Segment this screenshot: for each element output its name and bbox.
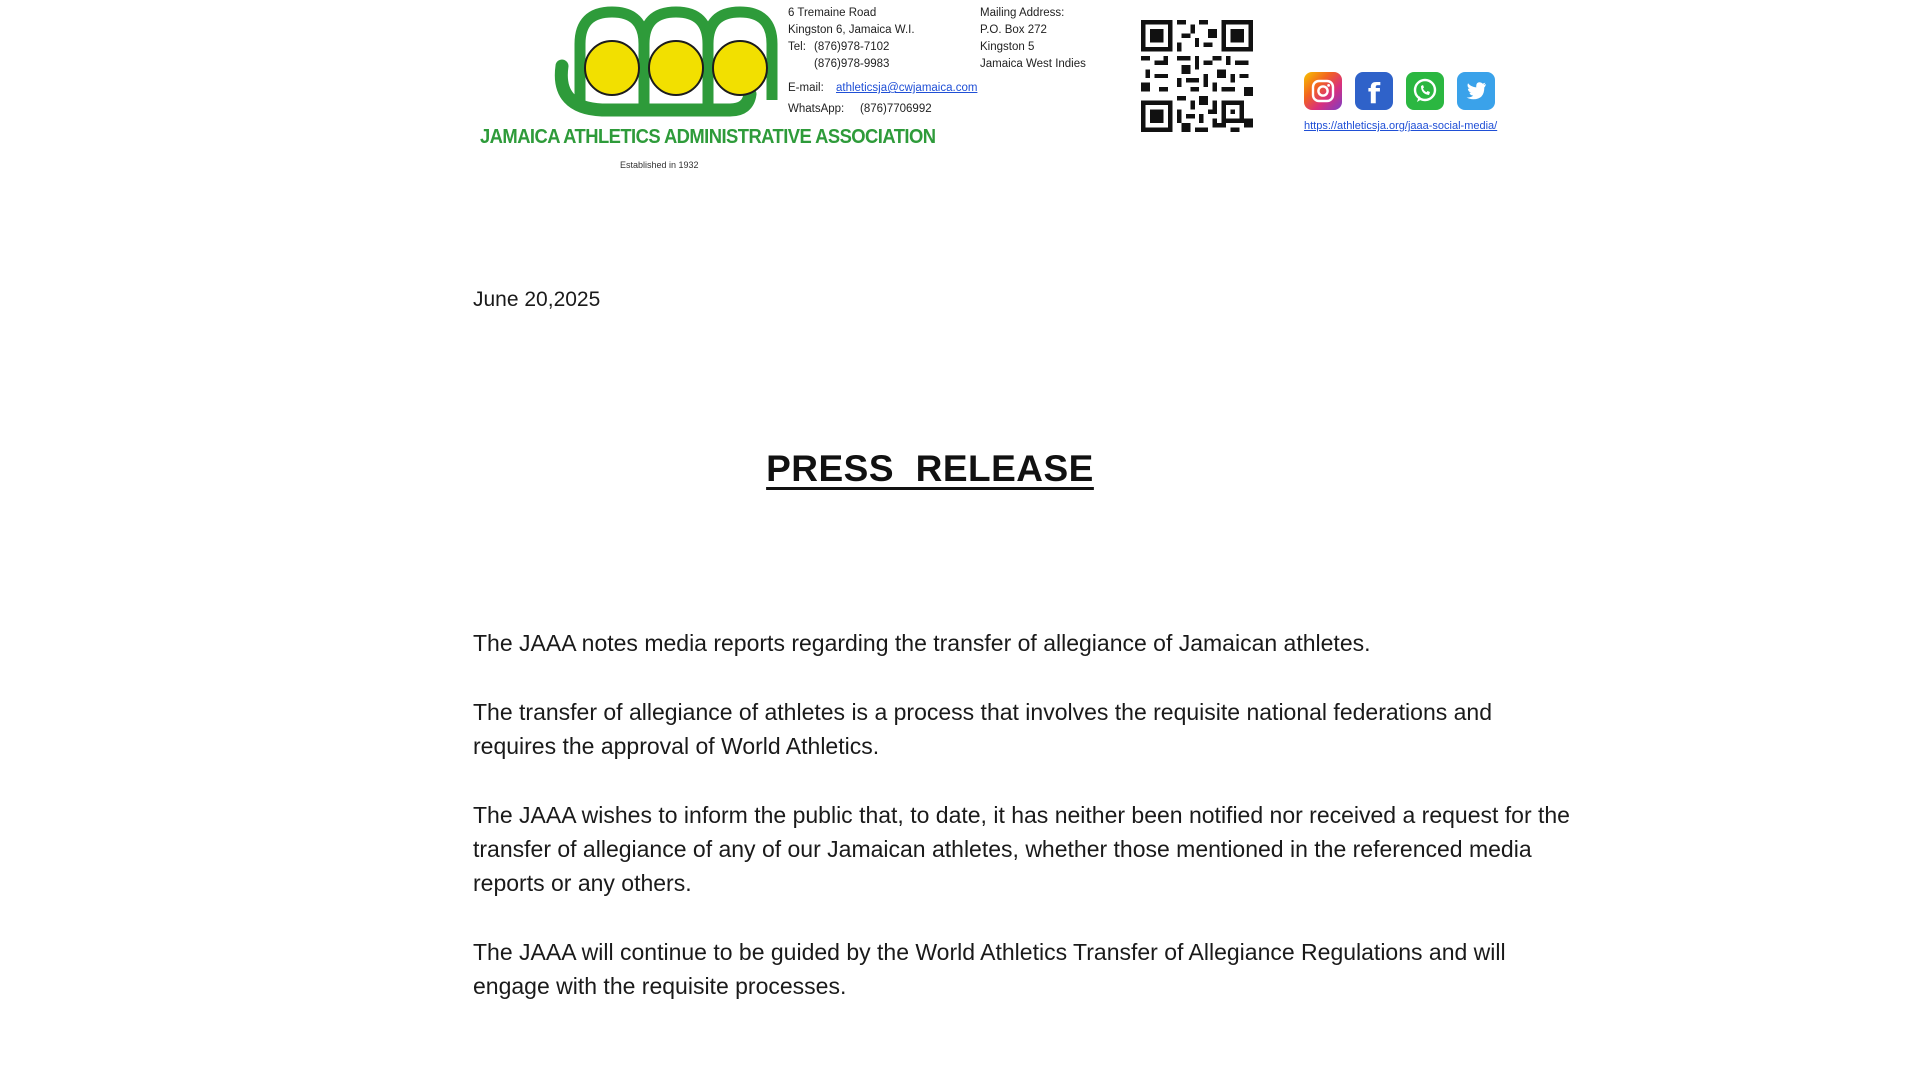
- whatsapp-row: [788, 101, 932, 118]
- email-label: E-mail:: [788, 82, 824, 94]
- press-release-body: [473, 626, 1573, 1038]
- qr-code-icon[interactable]: [1141, 20, 1253, 132]
- street-line-1: 6 Tremaine Road: [788, 7, 877, 19]
- whatsapp-label: WhatsApp:: [788, 103, 845, 115]
- paragraph-2: The transfer of allegiance of athletes is a process that involves the requisite national federations and requires the approval of World Athletics.: [473, 699, 1492, 759]
- mailing-line-1: Mailing Address:: [980, 7, 1065, 19]
- paragraph-4: The JAAA will continue to be guided by the World Athletics Transfer of Allegiance Regulations and will engage with the requisite processes.: [473, 939, 1506, 999]
- whatsapp-icon[interactable]: [1406, 72, 1444, 110]
- whatsapp-number: (876)7706992: [860, 103, 932, 115]
- street-address: [788, 5, 915, 73]
- tel-number-2: (876)978-9983: [814, 58, 890, 70]
- org-name: JAMAICA ATHLETICS ADMINISTRATIVE ASSOCIATION: [480, 126, 936, 148]
- letterhead: [0, 0, 1920, 180]
- mailing-line-2: P.O. Box 272: [980, 24, 1047, 36]
- email-row: [788, 80, 977, 97]
- paragraph-3: The JAAA wishes to inform the public that, to date, it has neither been notified nor received a request for the transfer of allegiance of any of our Jamaican athletes, whether those mentioned in the referenced media reports or any others.: [473, 802, 1570, 896]
- mailing-address: [980, 5, 1086, 73]
- mailing-line-3: Kingston 5: [980, 41, 1035, 53]
- instagram-icon[interactable]: [1304, 72, 1342, 110]
- document-title: PRESS RELEASE: [766, 448, 1094, 489]
- paragraph-1: The JAAA notes media reports regarding the transfer of allegiance of Jamaican athletes.: [473, 630, 1371, 656]
- facebook-icon[interactable]: f: [1355, 72, 1393, 110]
- street-line-2: Kingston 6, Jamaica W.I.: [788, 24, 915, 36]
- twitter-icon[interactable]: [1457, 72, 1495, 110]
- tel-label: Tel:: [788, 41, 806, 53]
- jaaa-logo-mark: [540, 4, 780, 122]
- social-media-link[interactable]: https://athleticsja.org/jaaa-social-media/: [1304, 120, 1498, 132]
- mailing-line-4: Jamaica West Indies: [980, 58, 1086, 70]
- tel-number-1: (876)978-7102: [814, 41, 890, 53]
- document-date: June 20,2025: [473, 288, 601, 311]
- established-text: Established in 1932: [620, 160, 699, 170]
- email-link[interactable]: athleticsja@cwjamaica.com: [836, 82, 978, 94]
- social-icons: [1304, 72, 1495, 114]
